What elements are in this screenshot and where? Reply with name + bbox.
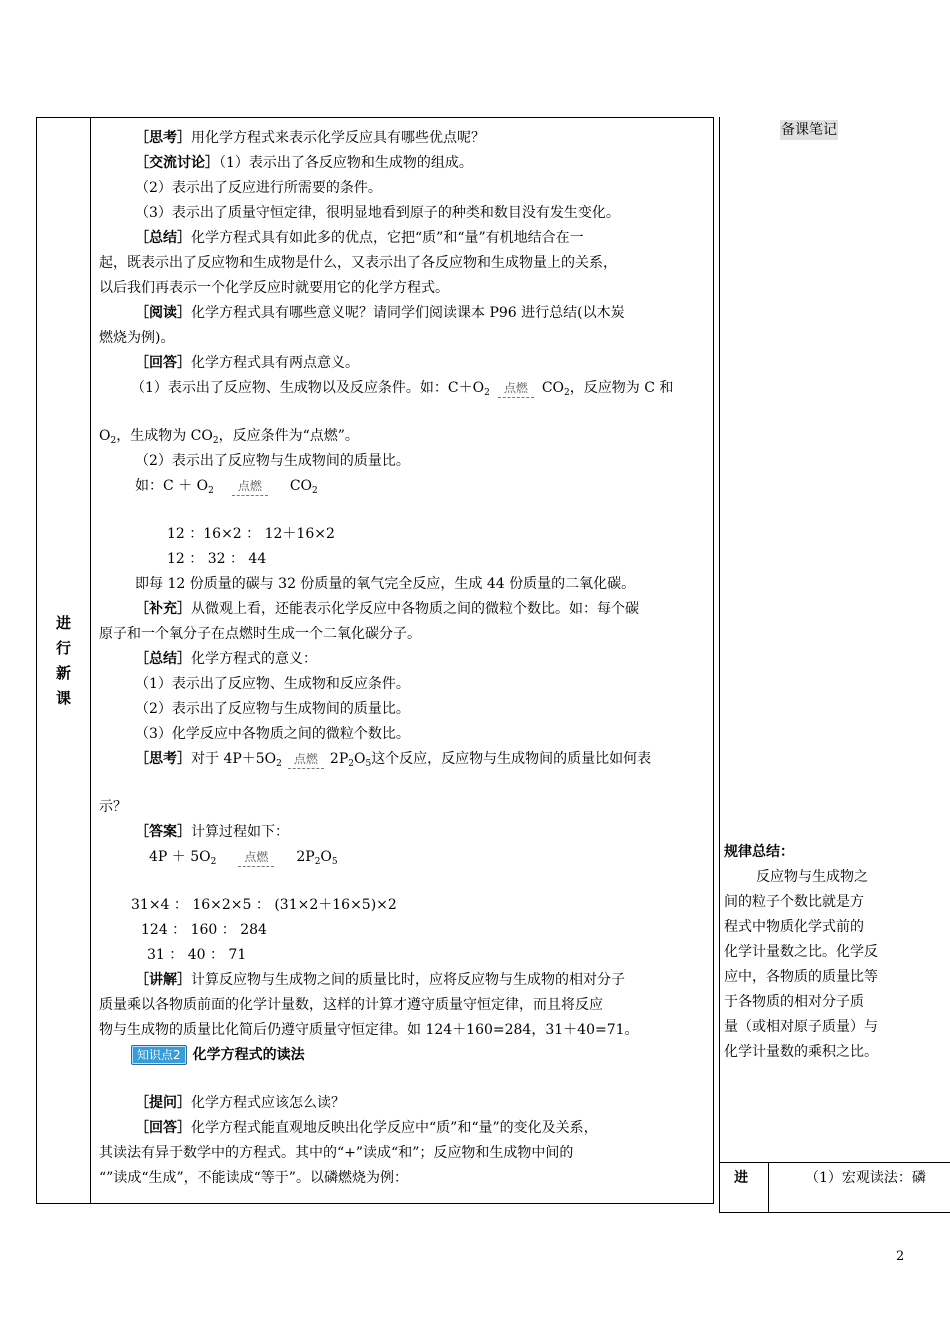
tag: ［讲解］ [135, 972, 191, 988]
text-fragment: O [353, 751, 366, 767]
calc-line: 12 ：16×2 ： 12＋16×2 [167, 526, 335, 542]
text-fragment: 4P ＋ 5O [149, 849, 211, 865]
main-table-right-border [713, 117, 714, 1204]
tag: ［总结］ [135, 651, 191, 667]
text-line: 其读法有异于数学中的方程式。其中的“+”读成“和”；反应物和生成物中间的 [99, 1145, 574, 1161]
main-table-top-border [36, 117, 714, 118]
text-line: （3）表示出了质量守恒定律，很明显地看到原子的种类和数目没有发生变化。 [135, 205, 620, 221]
text-line: （2）表示出了反应物与生成物间的质量比。 [135, 453, 410, 469]
knowledge-point-title: 化学方程式的读法 [192, 1047, 305, 1063]
text-line: 化学方程式的意义： [191, 651, 317, 667]
subscript: 5 [331, 857, 338, 867]
rule-summary-line: 化学计量数之比。化学反 [724, 944, 878, 960]
subscript: 2 [276, 759, 282, 769]
notes-box-divider [768, 1162, 769, 1213]
text-line: 起，既表示出了反应物和生成物是什么，又表示出了各反应物和生成物量上的关系， [99, 255, 617, 271]
notes-header: 备课笔记 [781, 122, 837, 138]
tag: ［思考］ [135, 751, 191, 767]
section-label-char: 课 [55, 689, 71, 707]
subscript: 2 [314, 857, 321, 867]
text-line: 以后我们再表示一个化学反应时就要用它的化学方程式。 [99, 280, 449, 296]
text-line: 化学方程式能直观地反映出化学反应中“质”和“量”的变化及关系， [191, 1120, 598, 1136]
tag: ［补充］ [135, 601, 191, 617]
text-line: 化学方程式具有如此多的优点，它把“质”和“量”有机地结合在一 [191, 230, 584, 246]
main-table-divider [90, 117, 91, 1204]
rule-summary-line: 应中，各物质的质量比等 [724, 969, 878, 985]
subscript: 5 [365, 759, 372, 769]
text-fragment: 2P [296, 849, 315, 865]
text-fragment: CO [289, 478, 313, 494]
text-line: （1）表示出了各反应物和生成物的组成。 [219, 155, 473, 171]
section-label-char: 进 [55, 614, 71, 632]
tag: ［答案］ [135, 824, 191, 840]
knowledge-point-badge: 知识点2 [131, 1045, 187, 1065]
text-fragment: O [99, 428, 111, 444]
text-line: （2）表示出了反应进行所需要的条件。 [135, 180, 382, 196]
text-line: 物与生成物的质量比化简后仍遵守质量守恒定律。如 124＋160=284，31＋40=71。 [99, 1022, 639, 1038]
notes-box-top-border [719, 1162, 950, 1163]
page-number: 2 [896, 1249, 905, 1264]
text-fragment: 这个反应，反应物与生成物间的质量比如何表 [371, 751, 652, 767]
main-content [99, 126, 706, 1191]
section-label [37, 611, 90, 711]
text-fragment: ，反应物为 C 和 [569, 380, 674, 396]
rule-summary-line: 反应物与生成物之 [756, 869, 868, 885]
subscript: 2 [212, 436, 219, 446]
text-fragment: 如：C ＋ O [135, 478, 209, 494]
subscript: 2 [312, 486, 318, 496]
text-line: 计算过程如下： [191, 824, 289, 840]
subscript: 2 [564, 388, 570, 398]
section-label-char: 新 [55, 664, 71, 682]
rule-summary-line: 于各物质的相对分子质 [724, 994, 864, 1010]
subscript: 2 [110, 436, 117, 446]
text-fragment: ，反应条件为“点燃”。 [218, 428, 359, 444]
text-line: 示？ [99, 799, 127, 815]
subscript: 2 [208, 486, 214, 496]
tag: ［阅读］ [135, 305, 191, 321]
tag: ［提问］ [135, 1095, 191, 1111]
reaction-condition: 点燃 [234, 850, 278, 864]
text-line: 燃烧为例)。 [99, 330, 175, 346]
rule-summary [724, 840, 908, 1065]
text-line: 用化学方程式来表示化学反应具有哪些优点呢？ [191, 130, 485, 146]
rule-summary-line: 程式中物质化学式前的 [724, 919, 864, 935]
text-fragment: CO [541, 380, 565, 396]
text-line: “”读成“生成”，不能读成“等于”。以磷燃烧为例： [99, 1170, 408, 1186]
text-fragment: 对于 4P＋5O [191, 751, 277, 767]
text-line: 计算反应物与生成物之间的质量比时，应将反应物与生成物的相对分子 [191, 972, 625, 988]
rule-summary-title: 规律总结： [724, 844, 794, 860]
bottom-box-text: （1）宏观读法：磷 [805, 1170, 926, 1186]
tag: ［回答］ [135, 355, 191, 371]
notes-box-bottom-border [719, 1212, 950, 1213]
text-fragment: ，生成物为 CO [116, 428, 213, 444]
calc-line: 31 ： 40 ： 71 [147, 947, 247, 963]
subscript: 2 [484, 388, 490, 398]
subscript: 2 [210, 857, 217, 867]
text-fragment: O [320, 849, 332, 865]
text-line: 化学方程式应该怎么读？ [191, 1095, 345, 1111]
subscript: 2 [348, 759, 354, 769]
text-fragment: （1）表示出了反应物、生成物以及反应条件。如：C＋O [131, 380, 485, 396]
reaction-condition: 点燃 [284, 752, 328, 766]
text-line: 化学方程式具有两点意义。 [191, 355, 359, 371]
section-label-char: 行 [55, 639, 71, 657]
calc-line: 12 ： 32 ： 44 [167, 551, 267, 567]
tag: ［回答］ [135, 1120, 191, 1136]
bottom-box-label: 进 [734, 1170, 748, 1186]
tag: ［交流讨论］ [135, 155, 219, 171]
text-line: （1）表示出了反应物、生成物和反应条件。 [135, 676, 410, 692]
text-line: 质量乘以各物质前面的化学计量数，这样的计算才遵守质量守恒定律，而且将反应 [99, 997, 603, 1013]
text-line: 化学方程式具有哪些意义呢？请同学们阅读课本 P96 进行总结(以木炭 [191, 305, 625, 321]
rule-summary-line: 量（或相对原子质量）与 [724, 1019, 878, 1035]
text-line: （2）表示出了反应物与生成物间的质量比。 [135, 701, 410, 717]
rule-summary-line: 化学计量数的乘积之比。 [724, 1044, 878, 1060]
text-line: 原子和一个氧分子在点燃时生成一个二氧化碳分子。 [99, 626, 421, 642]
calc-line: 31×4 ： 16×2×5 ： (31×2＋16×5)×2 [131, 897, 397, 913]
notes-left-border [719, 117, 720, 1213]
text-line: 从微观上看，还能表示化学反应中各物质之间的微粒个数比。如：每个碳 [191, 601, 639, 617]
text-line: （3）化学反应中各物质之间的微粒个数比。 [135, 726, 410, 742]
tag: ［总结］ [135, 230, 191, 246]
main-table-bottom-border [36, 1203, 714, 1204]
text-line: 即每 12 份质量的碳与 32 份质量的氧气完全反应，生成 44 份质量的二氧化碳。 [135, 576, 636, 592]
text-fragment: 2P [329, 751, 349, 767]
rule-summary-line: 间的粒子个数比就是方 [724, 894, 864, 910]
reaction-condition: 点燃 [494, 381, 538, 395]
reaction-condition: 点燃 [228, 479, 272, 493]
calc-line: 124 ： 160 ： 284 [141, 922, 267, 938]
tag: ［思考］ [135, 130, 191, 146]
